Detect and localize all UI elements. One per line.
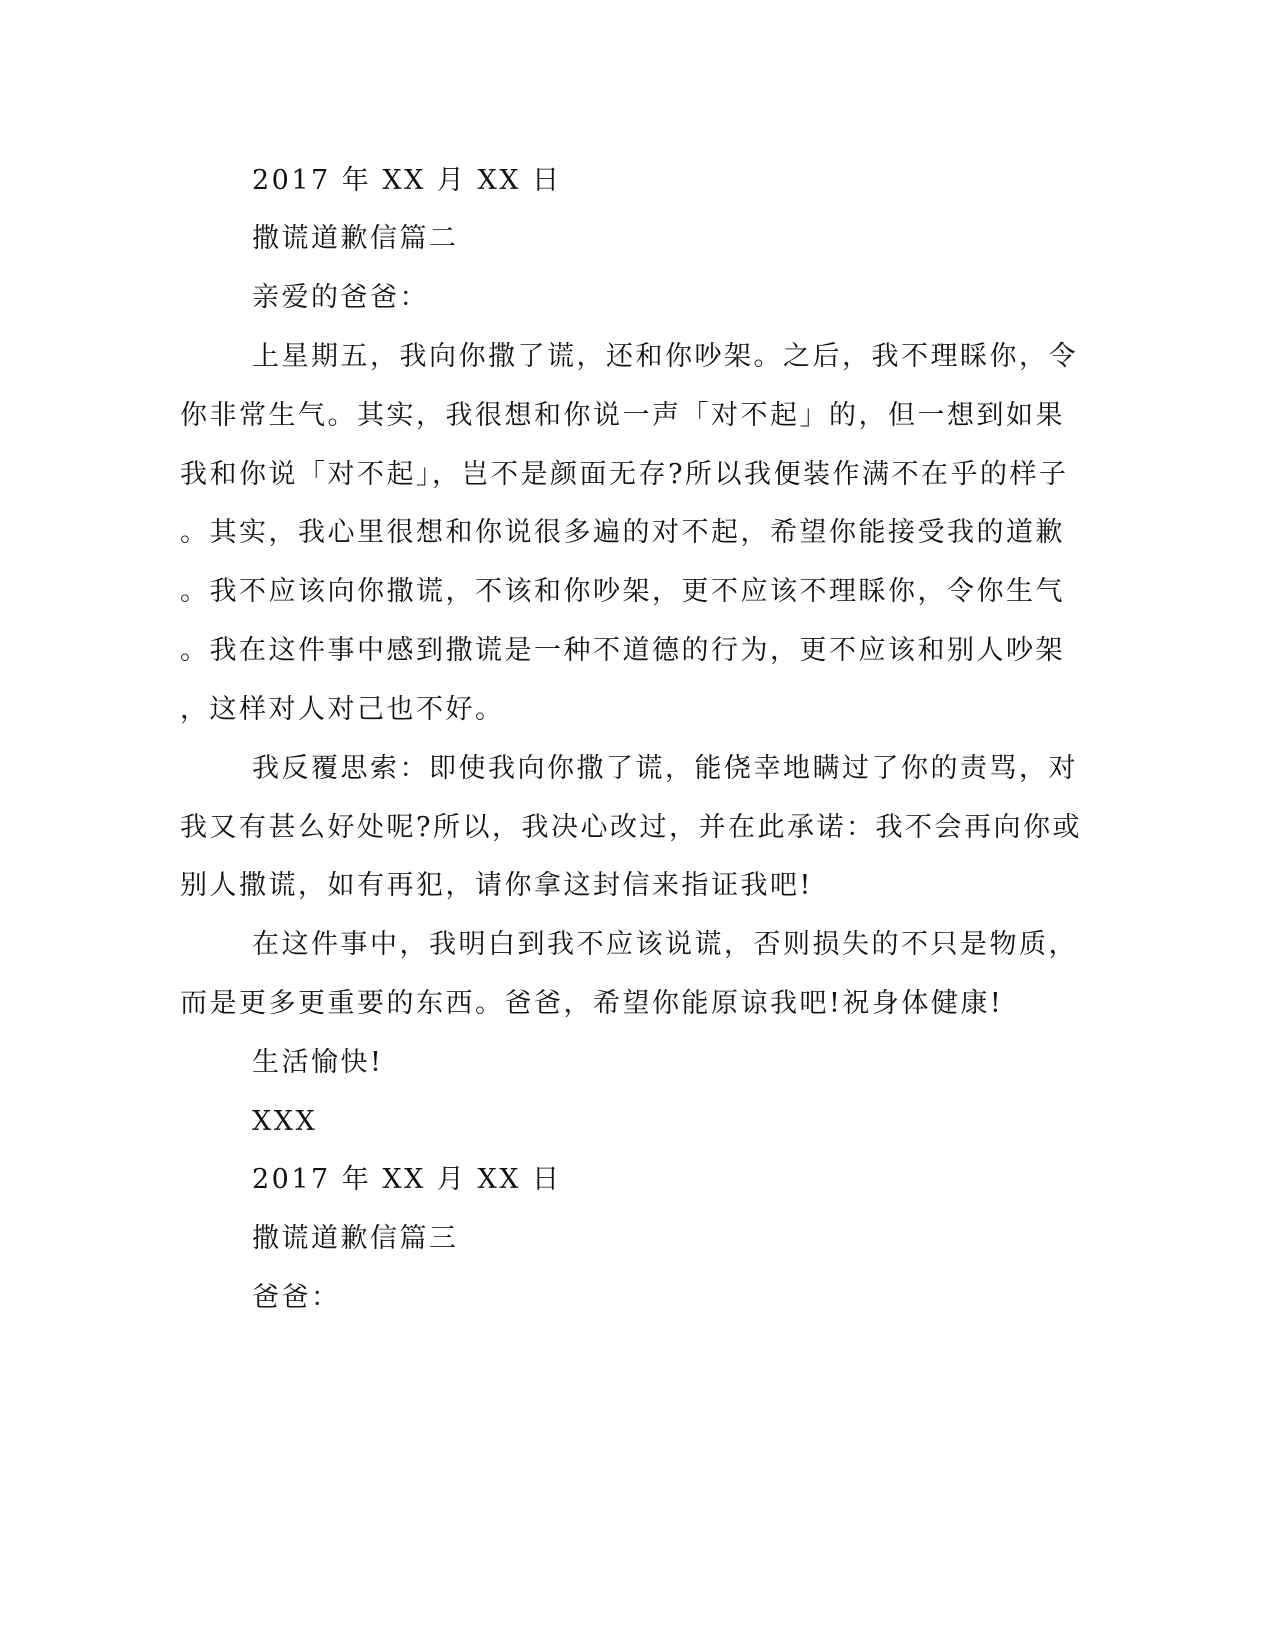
paragraph-line: 。我在这件事中感到撒谎是一种不道德的行为，更不应该和别人吵架 bbox=[180, 635, 1065, 666]
paragraph-line: 我和你说「对不起」，岂不是颜面无存?所以我便装作满不在乎的样子 bbox=[180, 459, 1069, 490]
date-line: 2017 年 XX 月 XX 日 bbox=[252, 1164, 562, 1195]
paragraph-line: 别人撒谎，如有再犯，请你拿这封信来指证我吧! bbox=[180, 870, 813, 901]
salutation: 爸爸： bbox=[252, 1282, 341, 1313]
paragraph-line: 。其实，我心里很想和你说很多遍的对不起，希望你能接受我的道歉 bbox=[180, 517, 1065, 548]
paragraph-line: 上星期五，我向你撒了谎，还和你吵架。之后，我不理睬你，令 bbox=[252, 341, 1078, 372]
paragraph-line: 而是更多更重要的东西。爸爸，希望你能原谅我吧!祝身体健康! bbox=[180, 988, 1004, 1019]
paragraph-line: 在这件事中，我明白到我不应该说谎，否则损失的不只是物质， bbox=[252, 929, 1078, 960]
paragraph-line: 你非常生气。其实，我很想和你说一声「对不起」的，但一想到如果 bbox=[180, 400, 1065, 431]
letter-heading: 撒谎道歉信篇二 bbox=[252, 223, 459, 254]
paragraph-line: 我反覆思索：即使我向你撒了谎，能侥幸地瞒过了你的责骂，对 bbox=[252, 753, 1078, 784]
paragraph-line: 我又有甚么好处呢?所以，我决心改过，并在此承诺：我不会再向你或 bbox=[180, 812, 1082, 843]
closing-line: 生活愉快! bbox=[252, 1047, 384, 1078]
salutation: 亲爱的爸爸： bbox=[252, 282, 429, 313]
date-line: 2017 年 XX 月 XX 日 bbox=[252, 165, 562, 196]
paragraph-line: ，这样对人对己也不好。 bbox=[180, 694, 505, 725]
paragraph-line: 。我不应该向你撒谎，不该和你吵架，更不应该不理睬你，令你生气 bbox=[180, 576, 1065, 607]
letter-heading: 撒谎道歉信篇三 bbox=[252, 1223, 459, 1254]
signature: XXX bbox=[252, 1106, 318, 1137]
